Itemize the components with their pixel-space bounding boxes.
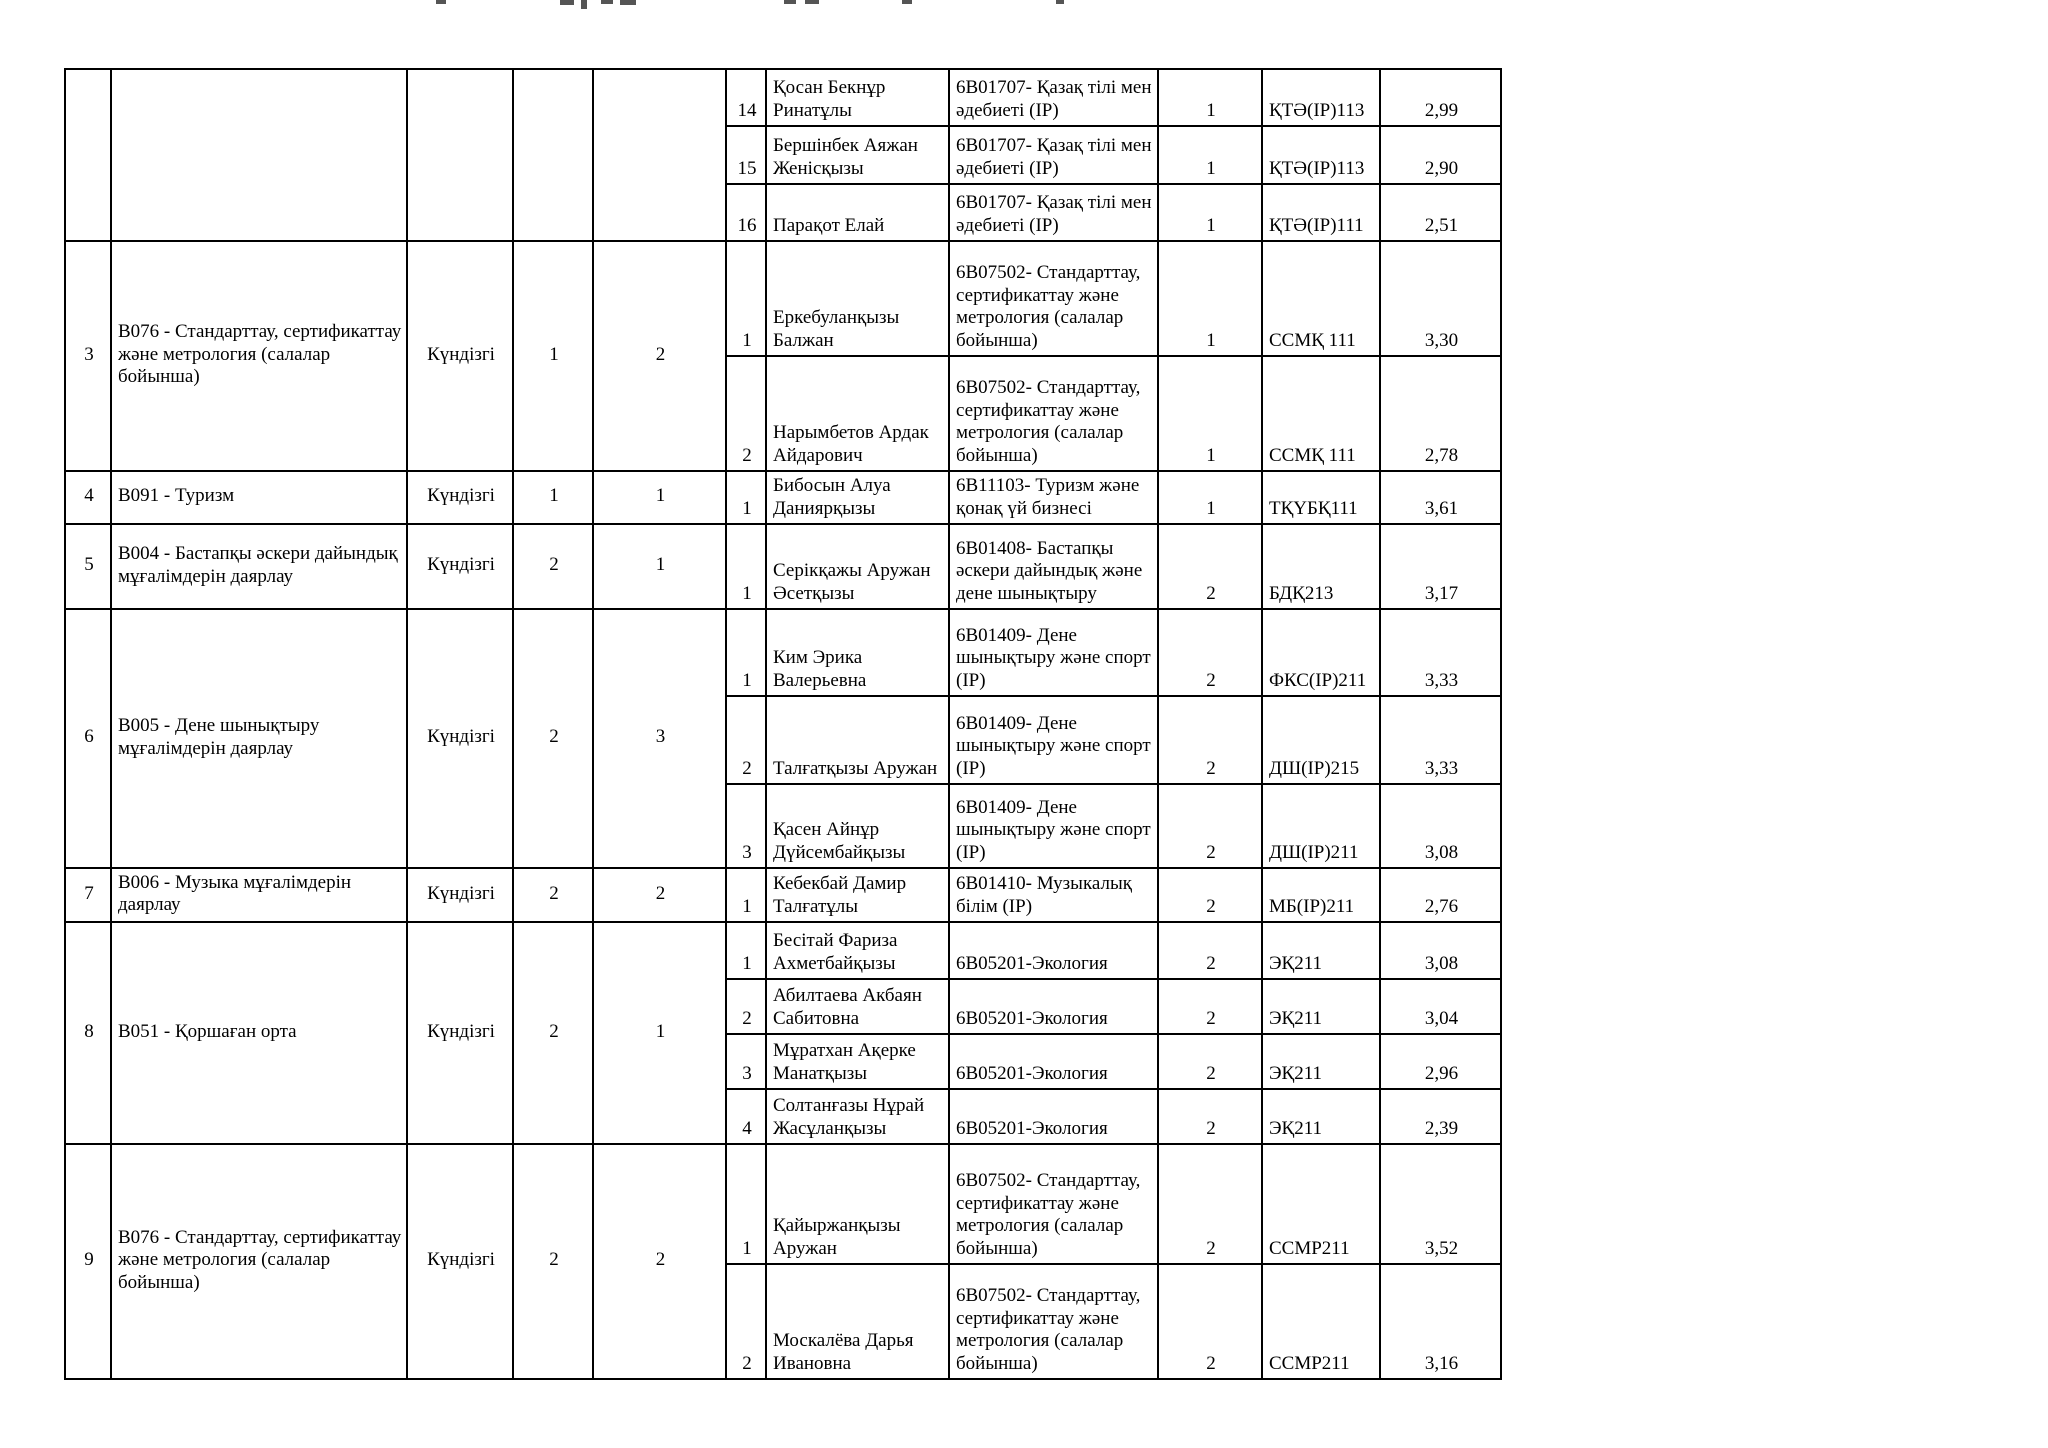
- student-no-cell: 1: [726, 609, 766, 696]
- course-cell: 1: [513, 471, 593, 524]
- count-cell: 1: [593, 524, 726, 609]
- group-cell: ДШ(IP)211: [1262, 784, 1380, 868]
- gpa-cell: 2,99: [1380, 69, 1501, 126]
- block-no-cell: 9: [65, 1144, 111, 1379]
- edu-program-cell: 6B07502- Стандарттау, сертификаттау және метрология (салалар бойынша): [949, 1144, 1158, 1264]
- block-no-cell: 3: [65, 241, 111, 471]
- edu-program-cell: 6B01707- Қазақ тілі мен әдебиеті (IP): [949, 184, 1158, 241]
- count-cell: 3: [593, 609, 726, 868]
- study-form-cell: Күндізгі: [407, 609, 513, 868]
- student-name-cell: Солтанғазы Нұрай Жасұланқызы: [766, 1089, 949, 1144]
- student-name-cell: Кебекбай Дамир Талғатұлы: [766, 868, 949, 922]
- gpa-cell: 3,30: [1380, 241, 1501, 356]
- student-no-cell: 1: [726, 471, 766, 524]
- group-cell: МБ(IP)211: [1262, 868, 1380, 922]
- edu-program-cell: 6B01707- Қазақ тілі мен әдебиеті (IP): [949, 69, 1158, 126]
- program-cell: [111, 69, 407, 241]
- student-name-cell: Қасен Айнұр Дүйсембайқызы: [766, 784, 949, 868]
- study-form-cell: Күндізгі: [407, 868, 513, 922]
- student-no-cell: 14: [726, 69, 766, 126]
- course-cell: 1: [513, 241, 593, 471]
- student-name-cell: Мұратхан Ақерке Манатқызы: [766, 1034, 949, 1089]
- student-name-cell: Москалёва Дарья Ивановна: [766, 1264, 949, 1379]
- student-course-cell: 2: [1158, 1089, 1262, 1144]
- table-row: [65, 69, 1501, 126]
- group-cell: ССМҚ 111: [1262, 356, 1380, 471]
- edu-program-cell: 6B07502- Стандарттау, сертификаттау және метрология (салалар бойынша): [949, 1264, 1158, 1379]
- student-name-cell: Қайыржанқызы Аружан: [766, 1144, 949, 1264]
- student-course-cell: 1: [1158, 241, 1262, 356]
- edu-program-cell: 6B05201-Экология: [949, 1089, 1158, 1144]
- student-course-cell: 1: [1158, 126, 1262, 184]
- student-no-cell: 16: [726, 184, 766, 241]
- student-no-cell: 2: [726, 979, 766, 1034]
- group-cell: БДҚ213: [1262, 524, 1380, 609]
- block-no-cell: 4: [65, 471, 111, 524]
- student-course-cell: 1: [1158, 356, 1262, 471]
- edu-program-cell: 6B01408- Бастапқы әскери дайындық және дене шынықтыру: [949, 524, 1158, 609]
- gpa-cell: 3,52: [1380, 1144, 1501, 1264]
- student-no-cell: 1: [726, 524, 766, 609]
- student-name-cell: Парақот Елай: [766, 184, 949, 241]
- student-course-cell: 2: [1158, 1144, 1262, 1264]
- count-cell: [593, 69, 726, 241]
- block-no-cell: 5: [65, 524, 111, 609]
- course-cell: 2: [513, 524, 593, 609]
- student-course-cell: 1: [1158, 184, 1262, 241]
- table-row: [65, 241, 1501, 356]
- count-cell: 1: [593, 471, 726, 524]
- edu-program-cell: 6B05201-Экология: [949, 979, 1158, 1034]
- edu-program-cell: 6B07502- Стандарттау, сертификаттау және метрология (салалар бойынша): [949, 241, 1158, 356]
- student-no-cell: 2: [726, 1264, 766, 1379]
- study-form-cell: [407, 69, 513, 241]
- student-no-cell: 3: [726, 784, 766, 868]
- group-cell: ЭҚ211: [1262, 979, 1380, 1034]
- student-name-cell: Еркебуланқызы Балжан: [766, 241, 949, 356]
- student-name-cell: Нарымбетов Ардак Айдарович: [766, 356, 949, 471]
- group-cell: ФКС(IP)211: [1262, 609, 1380, 696]
- gpa-cell: 3,04: [1380, 979, 1501, 1034]
- gpa-cell: 3,16: [1380, 1264, 1501, 1379]
- study-form-cell: Күндізгі: [407, 922, 513, 1144]
- gpa-cell: 2,96: [1380, 1034, 1501, 1089]
- table-row: [65, 609, 1501, 696]
- group-cell: ТҚҮБҚ111: [1262, 471, 1380, 524]
- block-no-cell: 6: [65, 609, 111, 868]
- student-name-cell: Бесітай Фариза Ахметбайқызы: [766, 922, 949, 979]
- student-course-cell: 2: [1158, 784, 1262, 868]
- program-cell: B076 - Стандарттау, сертификаттау және метрология (салалар бойынша): [111, 1144, 407, 1379]
- group-cell: ССМР211: [1262, 1144, 1380, 1264]
- gpa-cell: 2,78: [1380, 356, 1501, 471]
- count-cell: 2: [593, 241, 726, 471]
- course-cell: [513, 69, 593, 241]
- block-no-cell: 7: [65, 868, 111, 922]
- count-cell: 2: [593, 868, 726, 922]
- gpa-cell: 2,39: [1380, 1089, 1501, 1144]
- course-cell: 2: [513, 922, 593, 1144]
- student-name-cell: Серікқажы Аружан Әсетқызы: [766, 524, 949, 609]
- group-cell: ҚТӘ(IP)113: [1262, 69, 1380, 126]
- program-cell: B091 - Туризм: [111, 471, 407, 524]
- gpa-cell: 2,90: [1380, 126, 1501, 184]
- count-cell: 1: [593, 922, 726, 1144]
- gpa-cell: 2,51: [1380, 184, 1501, 241]
- group-cell: ССМҚ 111: [1262, 241, 1380, 356]
- student-name-cell: Бершінбек Аяжан Женісқызы: [766, 126, 949, 184]
- gpa-cell: 3,17: [1380, 524, 1501, 609]
- block-no-cell: 8: [65, 922, 111, 1144]
- gpa-cell: 3,08: [1380, 784, 1501, 868]
- program-cell: B051 - Қоршаған орта: [111, 922, 407, 1144]
- student-course-cell: 1: [1158, 69, 1262, 126]
- group-cell: ЭҚ211: [1262, 1089, 1380, 1144]
- edu-program-cell: 6B01409- Дене шынықтыру және спорт (IP): [949, 784, 1158, 868]
- program-cell: B006 - Музыка мұғалімдерін даярлау: [111, 868, 407, 922]
- table-row: [65, 868, 1501, 922]
- student-no-cell: 4: [726, 1089, 766, 1144]
- group-cell: ДШ(IP)215: [1262, 696, 1380, 784]
- gpa-cell: 2,76: [1380, 868, 1501, 922]
- table-row: [65, 922, 1501, 979]
- student-no-cell: 1: [726, 241, 766, 356]
- group-cell: ҚТӘ(IP)111: [1262, 184, 1380, 241]
- student-course-cell: 2: [1158, 524, 1262, 609]
- student-course-cell: 2: [1158, 1034, 1262, 1089]
- table-row: [65, 1144, 1501, 1264]
- group-cell: ҚТӘ(IP)113: [1262, 126, 1380, 184]
- edu-program-cell: 6B07502- Стандарттау, сертификаттау және метрология (салалар бойынша): [949, 356, 1158, 471]
- course-cell: 2: [513, 1144, 593, 1379]
- study-form-cell: Күндізгі: [407, 1144, 513, 1379]
- program-cell: B004 - Бастапқы әскери дайындық мұғалімдерін даярлау: [111, 524, 407, 609]
- program-cell: B076 - Стандарттау, сертификаттау және метрология (салалар бойынша): [111, 241, 407, 471]
- edu-program-cell: 6B01410- Музыкалық білім (IP): [949, 868, 1158, 922]
- student-no-cell: 1: [726, 922, 766, 979]
- gpa-cell: 3,33: [1380, 696, 1501, 784]
- edu-program-cell: 6B05201-Экология: [949, 922, 1158, 979]
- student-name-cell: Абилтаева Акбаян Сабитовна: [766, 979, 949, 1034]
- student-course-cell: 2: [1158, 696, 1262, 784]
- student-no-cell: 3: [726, 1034, 766, 1089]
- student-course-cell: 2: [1158, 868, 1262, 922]
- edu-program-cell: 6B01409- Дене шынықтыру және спорт (IP): [949, 696, 1158, 784]
- table-row: [65, 524, 1501, 609]
- block-no-cell: [65, 69, 111, 241]
- study-form-cell: Күндізгі: [407, 241, 513, 471]
- study-form-cell: Күндізгі: [407, 524, 513, 609]
- count-cell: 2: [593, 1144, 726, 1379]
- student-course-cell: 1: [1158, 471, 1262, 524]
- edu-program-cell: 6B05201-Экология: [949, 1034, 1158, 1089]
- study-form-cell: Күндізгі: [407, 471, 513, 524]
- student-no-cell: 2: [726, 696, 766, 784]
- student-no-cell: 15: [726, 126, 766, 184]
- student-name-cell: Бибосын Алуа Даниярқызы: [766, 471, 949, 524]
- student-no-cell: 2: [726, 356, 766, 471]
- student-name-cell: Ким Эрика Валерьевна: [766, 609, 949, 696]
- student-no-cell: 1: [726, 868, 766, 922]
- gpa-cell: 3,33: [1380, 609, 1501, 696]
- student-course-cell: 2: [1158, 922, 1262, 979]
- course-cell: 2: [513, 868, 593, 922]
- group-cell: ССМР211: [1262, 1264, 1380, 1379]
- table-row: [65, 471, 1501, 524]
- gpa-cell: 3,08: [1380, 922, 1501, 979]
- student-course-cell: 2: [1158, 609, 1262, 696]
- program-cell: B005 - Дене шынықтыру мұғалімдерін даярлау: [111, 609, 407, 868]
- students-gpa-table: [64, 68, 1502, 1380]
- group-cell: ЭҚ211: [1262, 1034, 1380, 1089]
- student-course-cell: 2: [1158, 979, 1262, 1034]
- edu-program-cell: 6B11103- Туризм және қонақ үй бизнесі: [949, 471, 1158, 524]
- edu-program-cell: 6B01707- Қазақ тілі мен әдебиеті (IP): [949, 126, 1158, 184]
- course-cell: 2: [513, 609, 593, 868]
- student-course-cell: 2: [1158, 1264, 1262, 1379]
- gpa-cell: 3,61: [1380, 471, 1501, 524]
- group-cell: ЭҚ211: [1262, 922, 1380, 979]
- student-no-cell: 1: [726, 1144, 766, 1264]
- student-name-cell: Қосан Бекнұр Ринатұлы: [766, 69, 949, 126]
- edu-program-cell: 6B01409- Дене шынықтыру және спорт (IP): [949, 609, 1158, 696]
- student-name-cell: Талғатқызы Аружан: [766, 696, 949, 784]
